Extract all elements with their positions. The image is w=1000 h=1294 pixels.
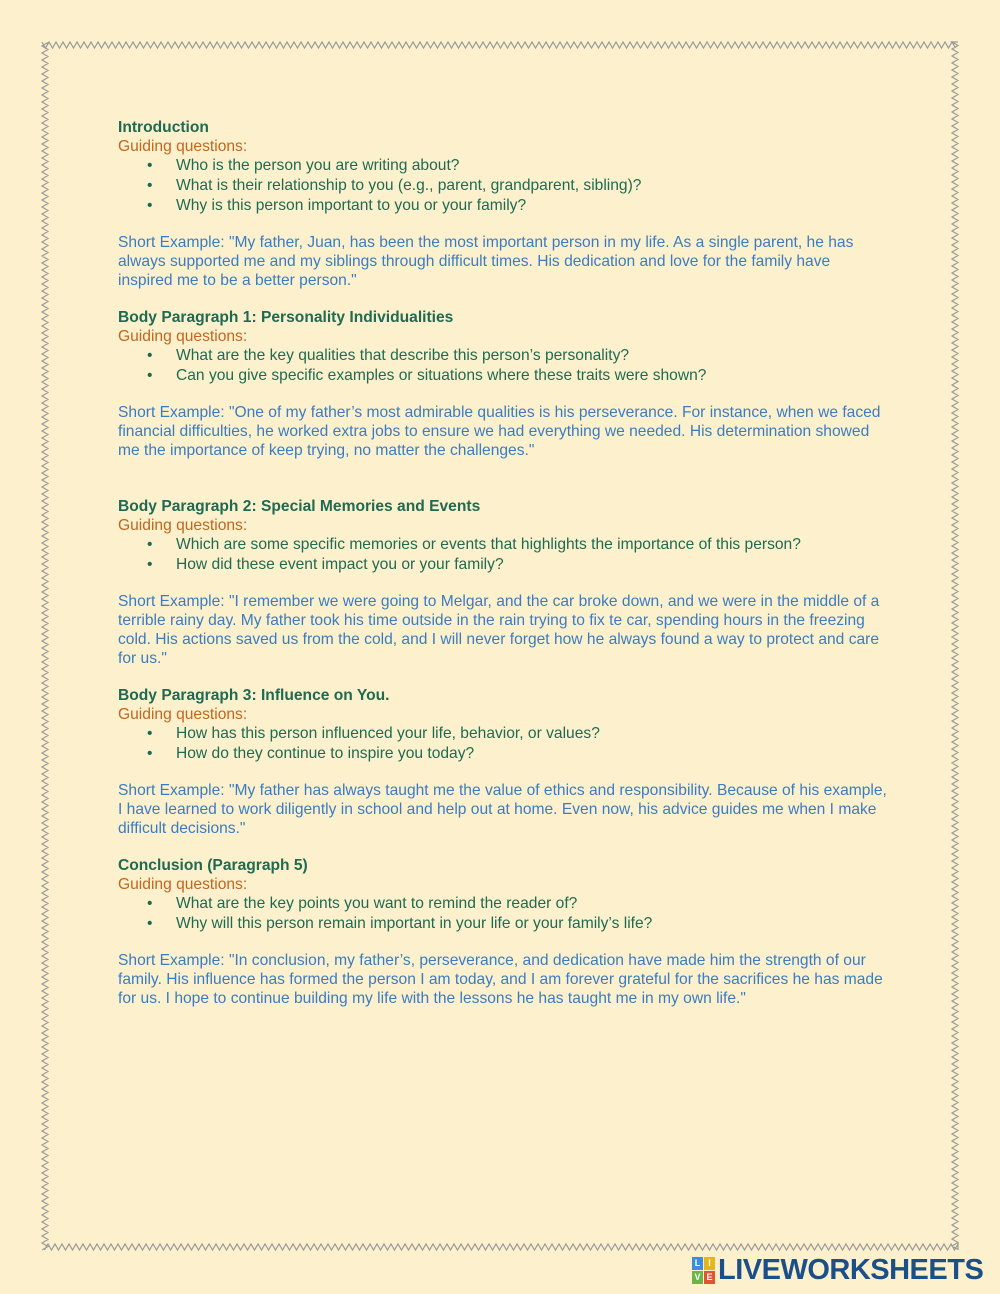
guiding-questions-label: Guiding questions: bbox=[118, 517, 248, 534]
logo-block: I bbox=[704, 1257, 715, 1270]
guiding-questions-label: Guiding questions: bbox=[118, 138, 248, 155]
section-heading: Body Paragraph 2: Special Memories and Events bbox=[118, 498, 481, 515]
section-heading: Body Paragraph 1: Personality Individualities bbox=[118, 309, 454, 326]
section-body-paragraph-2 bbox=[118, 497, 888, 668]
guiding-questions-label: Guiding questions: bbox=[118, 328, 248, 345]
short-example: Short Example: "My father has always taught me the value of ethics and responsibility. Because of his example, I have learned to work diligently in school and help out at home. Even now, his advice guides me when I make difficult decisions." bbox=[118, 782, 887, 837]
question-item: • How do they continue to inspire you today? bbox=[118, 744, 888, 763]
section-heading: Conclusion (Paragraph 5) bbox=[118, 857, 308, 874]
logo-block: V bbox=[692, 1271, 703, 1284]
question-list bbox=[118, 156, 888, 215]
section-introduction bbox=[118, 118, 888, 290]
short-example: Short Example: "I remember we were going to Melgar, and the car broke down, and we were in the middle of a terrible rainy day. My father took his time outside in the rain trying to fix te car, spending hours in the freezing cold. His actions saved us from the cold, and I will never forget how he always found a way to protect and care for us." bbox=[118, 593, 880, 667]
question-list bbox=[118, 894, 888, 933]
question-list bbox=[118, 724, 888, 763]
short-example: Short Example: "In conclusion, my father’s, perseverance, and dedication have made him the strength of our family. His influence has formed the person I am today, and I am forever grateful for the sacrifices he has made for us. I hope to continue building my life with the lessons he has taught me in my own life." bbox=[118, 952, 883, 1007]
question-item: • Who is the person you are writing about? bbox=[118, 156, 888, 175]
question-item: • Why is this person important to you or your family? bbox=[118, 196, 888, 215]
logo-block: E bbox=[704, 1271, 715, 1284]
guiding-questions-label: Guiding questions: bbox=[118, 706, 248, 723]
section-heading: Body Paragraph 3: Influence on You. bbox=[118, 687, 390, 704]
worksheet-content bbox=[118, 118, 888, 1026]
section-conclusion bbox=[118, 856, 888, 1008]
question-list bbox=[118, 346, 888, 385]
question-item: • How has this person influenced your life, behavior, or values? bbox=[118, 724, 888, 743]
section-body-paragraph-3 bbox=[118, 686, 888, 838]
section-heading: Introduction bbox=[118, 119, 209, 136]
question-item: • Can you give specific examples or situations where these traits were shown? bbox=[118, 366, 888, 385]
question-item: • Which are some specific memories or events that highlights the importance of this person? bbox=[118, 535, 888, 554]
question-item: • Why will this person remain important in your life or your family’s life? bbox=[118, 914, 888, 933]
liveworksheets-logo[interactable] bbox=[692, 1255, 983, 1285]
logo-block: L bbox=[692, 1257, 703, 1270]
logo-blocks-icon bbox=[692, 1257, 715, 1284]
guiding-questions-label: Guiding questions: bbox=[118, 876, 248, 893]
short-example: Short Example: "My father, Juan, has been the most important person in my life. As a single parent, he has always supported me and my siblings through difficult times. His dedication and love for the family have inspired me to be a better person." bbox=[118, 234, 854, 289]
logo-text: LIVEWORKSHEETS bbox=[718, 1253, 984, 1286]
question-item: • What are the key qualities that describe this person’s personality? bbox=[118, 346, 888, 365]
question-item: • What are the key points you want to remind the reader of? bbox=[118, 894, 888, 913]
short-example: Short Example: "One of my father’s most admirable qualities is his perseverance. For instance, when we faced financial difficulties, he worked extra jobs to ensure we had everything we needed. His determination showed me the importance of keep trying, no matter the challenges." bbox=[118, 404, 881, 459]
question-item: • What is their relationship to you (e.g., parent, grandparent, sibling)? bbox=[118, 176, 888, 195]
question-list bbox=[118, 535, 888, 574]
section-body-paragraph-1 bbox=[118, 308, 888, 460]
question-item: • How did these event impact you or your family? bbox=[118, 555, 888, 574]
